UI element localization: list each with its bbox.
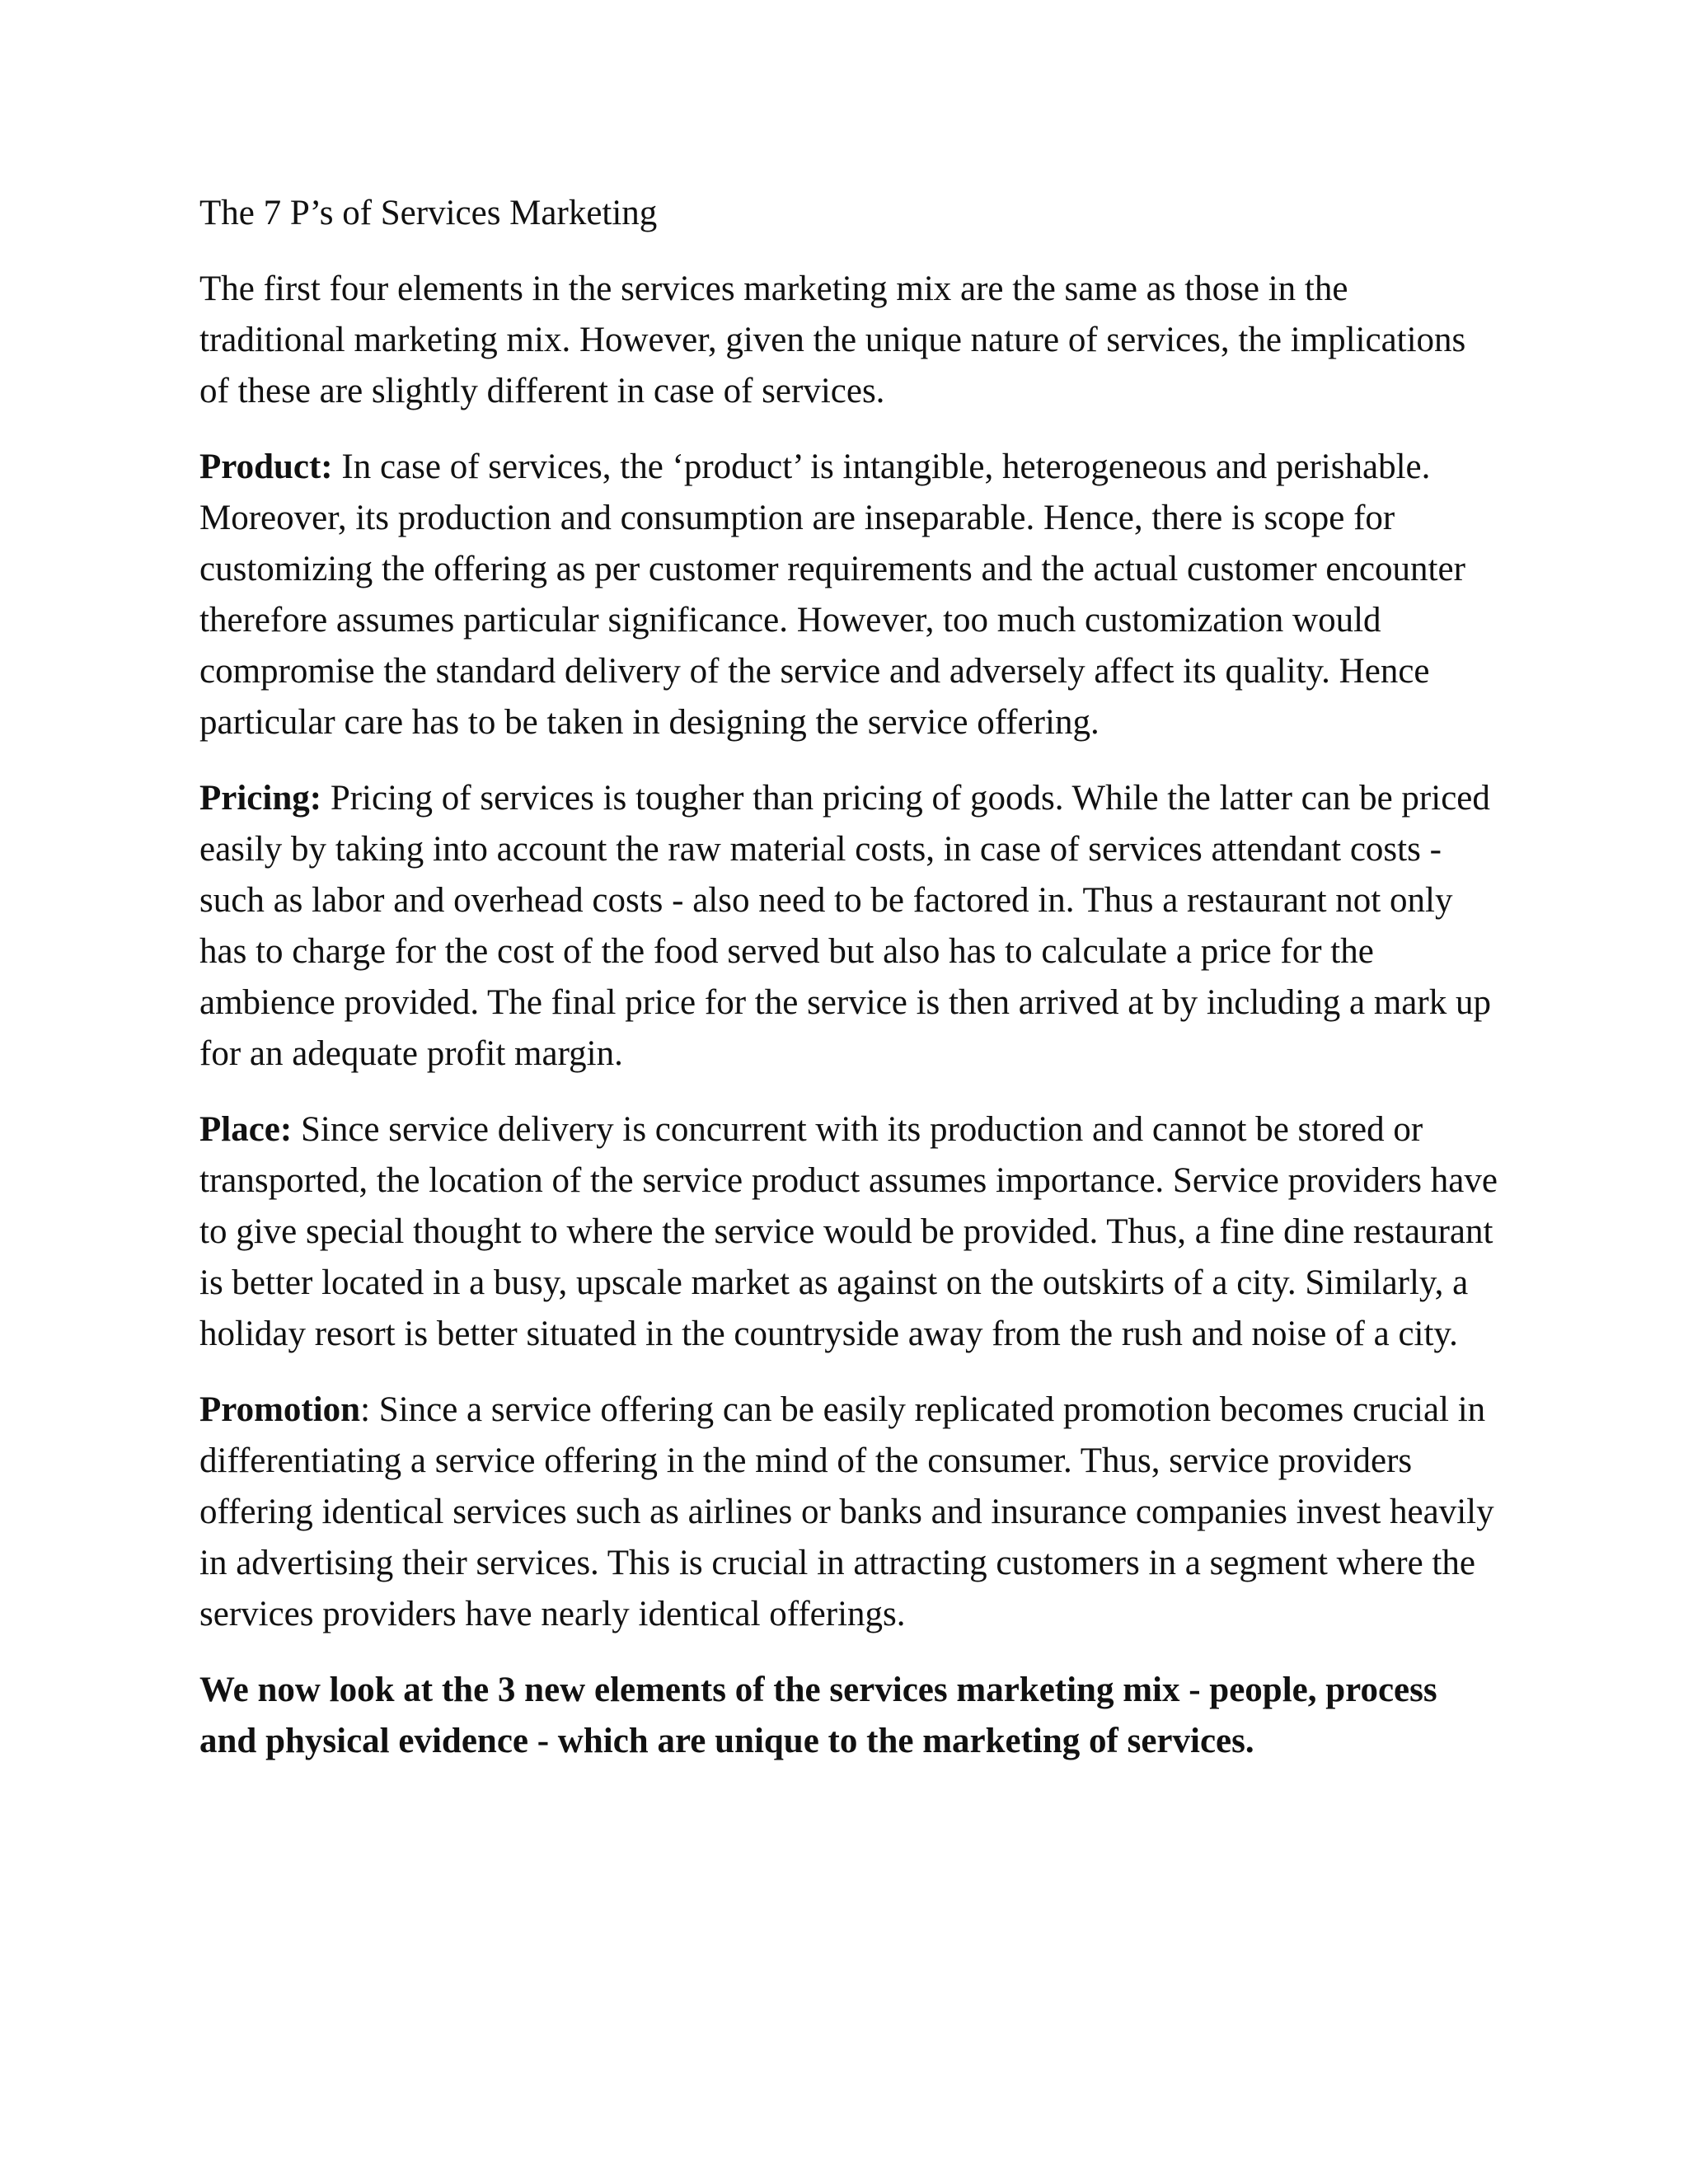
section-pricing: [199, 773, 1502, 1080]
section-product-term: Product:: [199, 448, 333, 486]
section-place-body: Since service delivery is concurrent with its production and cannot be stored or transported, the location of the service product assumes importance. Service providers have to give special thought to where the service would be provided. Thus, a fine dine restaurant is better located in a busy, upscale market as against on the outskirts of a city. Similarly, a holiday resort is better situated in the countryside away from the rush and noise of a city.: [199, 1110, 1498, 1353]
section-promotion-body: : Since a service offering can be easily replicated promotion becomes crucial in differentiating a service offering in the mind of the consumer. Thus, service providers offering identical services such as airlines or banks and insurance companies invest heavily in advertising their services. This is crucial in attracting customers in a segment where the services providers have nearly identical offerings.: [199, 1390, 1494, 1633]
document-title: The 7 P’s of Services Marketing: [199, 194, 658, 232]
section-pricing-body: Pricing of services is tougher than pricing of goods. While the latter can be priced easily by taking into account the raw material costs, in case of services attendant costs - such as labor and overhead costs - also need to be factored in. Thus a restaurant not only has to charge for the cost of the food served but also has to calculate a price for the ambience provided. The final price for the service is then arrived at by including a mark up for an adequate profit margin.: [199, 779, 1491, 1073]
section-promotion: [199, 1385, 1502, 1640]
section-pricing-term: Pricing:: [199, 779, 322, 818]
section-place-term: Place:: [199, 1110, 293, 1149]
section-promotion-term: Promotion: [199, 1390, 361, 1429]
section-place: [199, 1104, 1502, 1360]
document-page: [199, 188, 1502, 1767]
closing-statement: We now look at the 3 new elements of the services marketing mix - people, process and physical evidence - which are unique to the marketing of services.: [199, 1671, 1437, 1760]
intro-paragraph: The first four elements in the services marketing mix are the same as those in the traditional marketing mix. However, given the unique nature of services, the implications of these are slightly different in case of services.: [199, 269, 1466, 410]
section-product-body: In case of services, the ‘product’ is intangible, heterogeneous and perishable. Moreover, its production and consumption are inseparable. Hence, there is scope for customizing the offering as per customer requirements and the actual customer encounter therefore assumes particular significance. However, too much customization would compromise the standard delivery of the service and adversely affect its quality. Hence particular care has to be taken in designing the service offering.: [199, 448, 1465, 742]
section-product: [199, 442, 1502, 748]
